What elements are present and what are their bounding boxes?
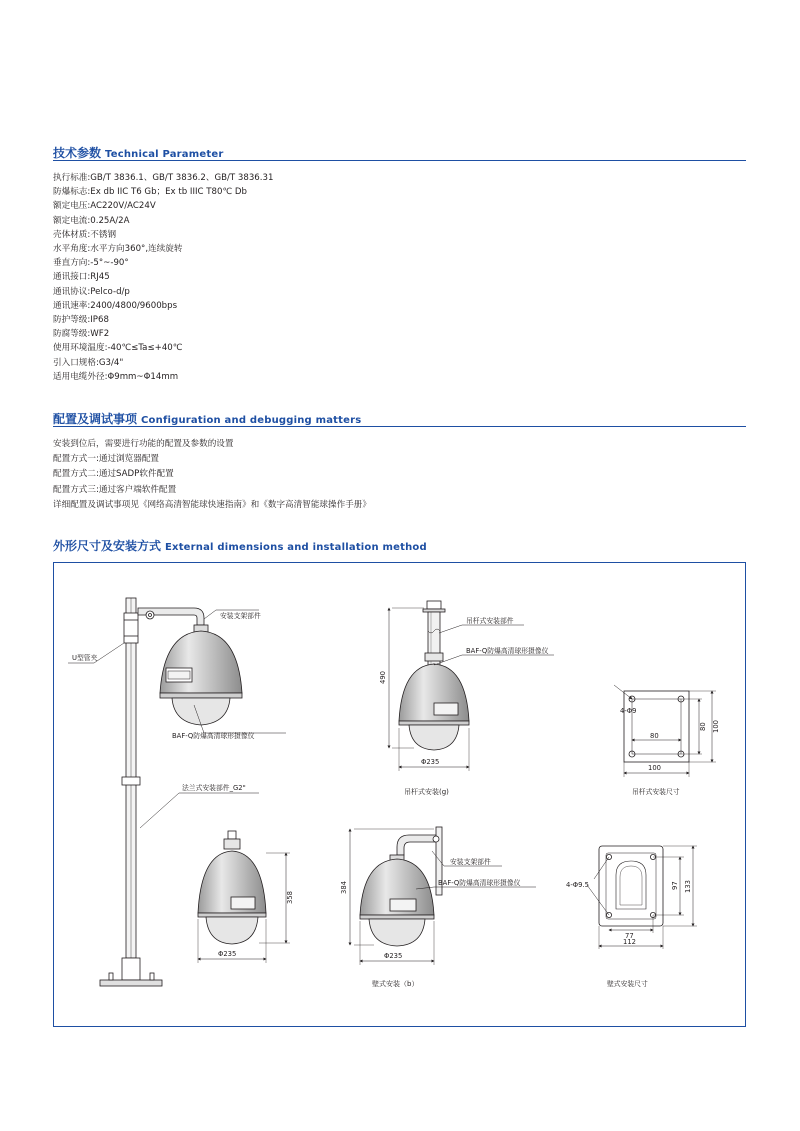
section-title-external bbox=[53, 537, 427, 554]
parameter-line: 额定电压:AC220V/AC24V bbox=[53, 201, 156, 212]
flange-label: 法兰式安装部件_G2" bbox=[182, 784, 246, 792]
config-line: 详细配置及调试事项见《网络高清智能球快速指南》和《数字高清智能球操作手册》 bbox=[53, 499, 371, 510]
parameter-line: 通讯协议:Pelco-d/p bbox=[53, 286, 130, 297]
parameter-line: 执行标准:GB/T 3836.1、GB/T 3836.2、GB/T 3836.31 bbox=[53, 173, 274, 183]
pendant-plate-holes: 4-Φ9 bbox=[620, 707, 637, 715]
section-divider bbox=[53, 426, 746, 427]
parameter-line: 防护等级:IP68 bbox=[53, 315, 109, 326]
camera-dome-housing bbox=[160, 631, 242, 693]
wall-plate-outer-height: 133 bbox=[684, 880, 692, 893]
wall-mount-drawing bbox=[340, 827, 536, 988]
parameter-line: 通讯速率:2400/4800/9600bps bbox=[53, 300, 178, 311]
pole-bracket-label: 安装支架部件 bbox=[220, 612, 261, 620]
parameter-list bbox=[53, 171, 273, 384]
config-line: 安装到位后，需要进行功能的配置及参数的设置 bbox=[53, 439, 234, 449]
wall-plate-outer-width: 112 bbox=[623, 938, 636, 946]
wall-height-dim: 384 bbox=[340, 881, 348, 894]
pendant-plate-inner-height: 80 bbox=[699, 722, 707, 731]
pendant-mount-drawing bbox=[379, 601, 554, 796]
wall-plate-drawing bbox=[566, 846, 697, 988]
pendant-rod-label: 吊杆式安装部件 bbox=[466, 617, 514, 625]
pendant-plate-outer-width: 100 bbox=[648, 764, 661, 772]
pendant-plate-caption: 吊杆式安装尺寸 bbox=[632, 788, 680, 796]
wall-camera-label: BAF-Q防爆高清球形摄像仪 bbox=[438, 879, 521, 887]
wall-plate-caption: 壁式安装尺寸 bbox=[607, 980, 648, 988]
section-title-cn: 配置及调试事项 bbox=[53, 412, 138, 426]
config-list bbox=[53, 437, 371, 513]
pendant-caption: 吊杆式安装(g) bbox=[404, 788, 449, 796]
pendant-plate-inner-width: 80 bbox=[650, 732, 659, 740]
section-title-en: External dimensions and installation method bbox=[165, 542, 427, 553]
config-line: 配置方式一:通过浏览器配置 bbox=[53, 454, 160, 465]
section-title-config bbox=[53, 410, 361, 427]
camera-lens-bubble bbox=[172, 698, 230, 725]
wall-bracket-label: 安装支架部件 bbox=[450, 858, 491, 866]
pendant-diameter-dim: Φ235 bbox=[421, 758, 440, 766]
wall-diameter-dim: Φ235 bbox=[384, 952, 403, 960]
config-line: 配置方式三:通过客户端软件配置 bbox=[53, 484, 177, 495]
pendant-plate-outer-height: 100 bbox=[712, 720, 720, 733]
u-clamp bbox=[124, 613, 138, 643]
u-clamp-label: U型管夹 bbox=[72, 654, 98, 662]
dimension-drawing-frame bbox=[53, 562, 746, 1027]
parameter-line: 防腐等级:WF2 bbox=[53, 329, 110, 340]
parameter-line: 垂直方向:-5°~-90° bbox=[53, 258, 129, 269]
wall-caption: 壁式安装（b） bbox=[372, 980, 419, 988]
dimension-drawing bbox=[54, 563, 747, 1028]
parameter-line: 额定电流:0.25A/2A bbox=[53, 215, 130, 226]
pole-camera-label: BAF-Q防爆高清球形摄像仪 bbox=[172, 732, 255, 740]
section-title-en: Configuration and debugging matters bbox=[141, 415, 362, 426]
standalone-camera-drawing bbox=[198, 831, 294, 963]
wall-plate-holes: 4-Φ9.5 bbox=[566, 881, 589, 889]
wall-plate-inner-height: 97 bbox=[671, 881, 679, 890]
pole-base bbox=[122, 958, 140, 980]
pendant-camera-label: BAF-Q防爆高清球形摄像仪 bbox=[466, 647, 549, 655]
section-title-cn: 技术参数 bbox=[53, 146, 102, 160]
standalone-height-dim: 358 bbox=[286, 891, 294, 904]
parameter-line: 引入口规格:G3/4" bbox=[53, 357, 124, 368]
parameter-line: 适用电缆外径:Φ9mm~Φ14mm bbox=[53, 371, 179, 382]
pendant-plate-drawing bbox=[614, 685, 720, 796]
section-divider bbox=[53, 160, 746, 161]
section-title-technical bbox=[53, 144, 223, 161]
parameter-line: 壳体材质:不锈钢 bbox=[53, 229, 117, 240]
pendant-height-dim: 490 bbox=[379, 671, 387, 684]
section-title-cn: 外形尺寸及安装方式 bbox=[53, 539, 162, 553]
parameter-line: 水平角度:水平方向360°,连续旋转 bbox=[53, 244, 183, 255]
config-line: 配置方式二:通过SADP软件配置 bbox=[53, 469, 174, 480]
parameter-line: 通讯接口:RJ45 bbox=[53, 272, 110, 283]
wall-plate-inner-width: 77 bbox=[625, 932, 634, 940]
parameter-line: 使用环境温度:-40℃≤Ta≤+40℃ bbox=[53, 343, 183, 354]
standalone-diameter-dim: Φ235 bbox=[218, 950, 237, 958]
parameter-line: 防爆标志:Ex db IIC T6 Gb；Ex tb IIIC T80℃ Db bbox=[53, 187, 247, 198]
section-title-en: Technical Parameter bbox=[105, 149, 224, 160]
